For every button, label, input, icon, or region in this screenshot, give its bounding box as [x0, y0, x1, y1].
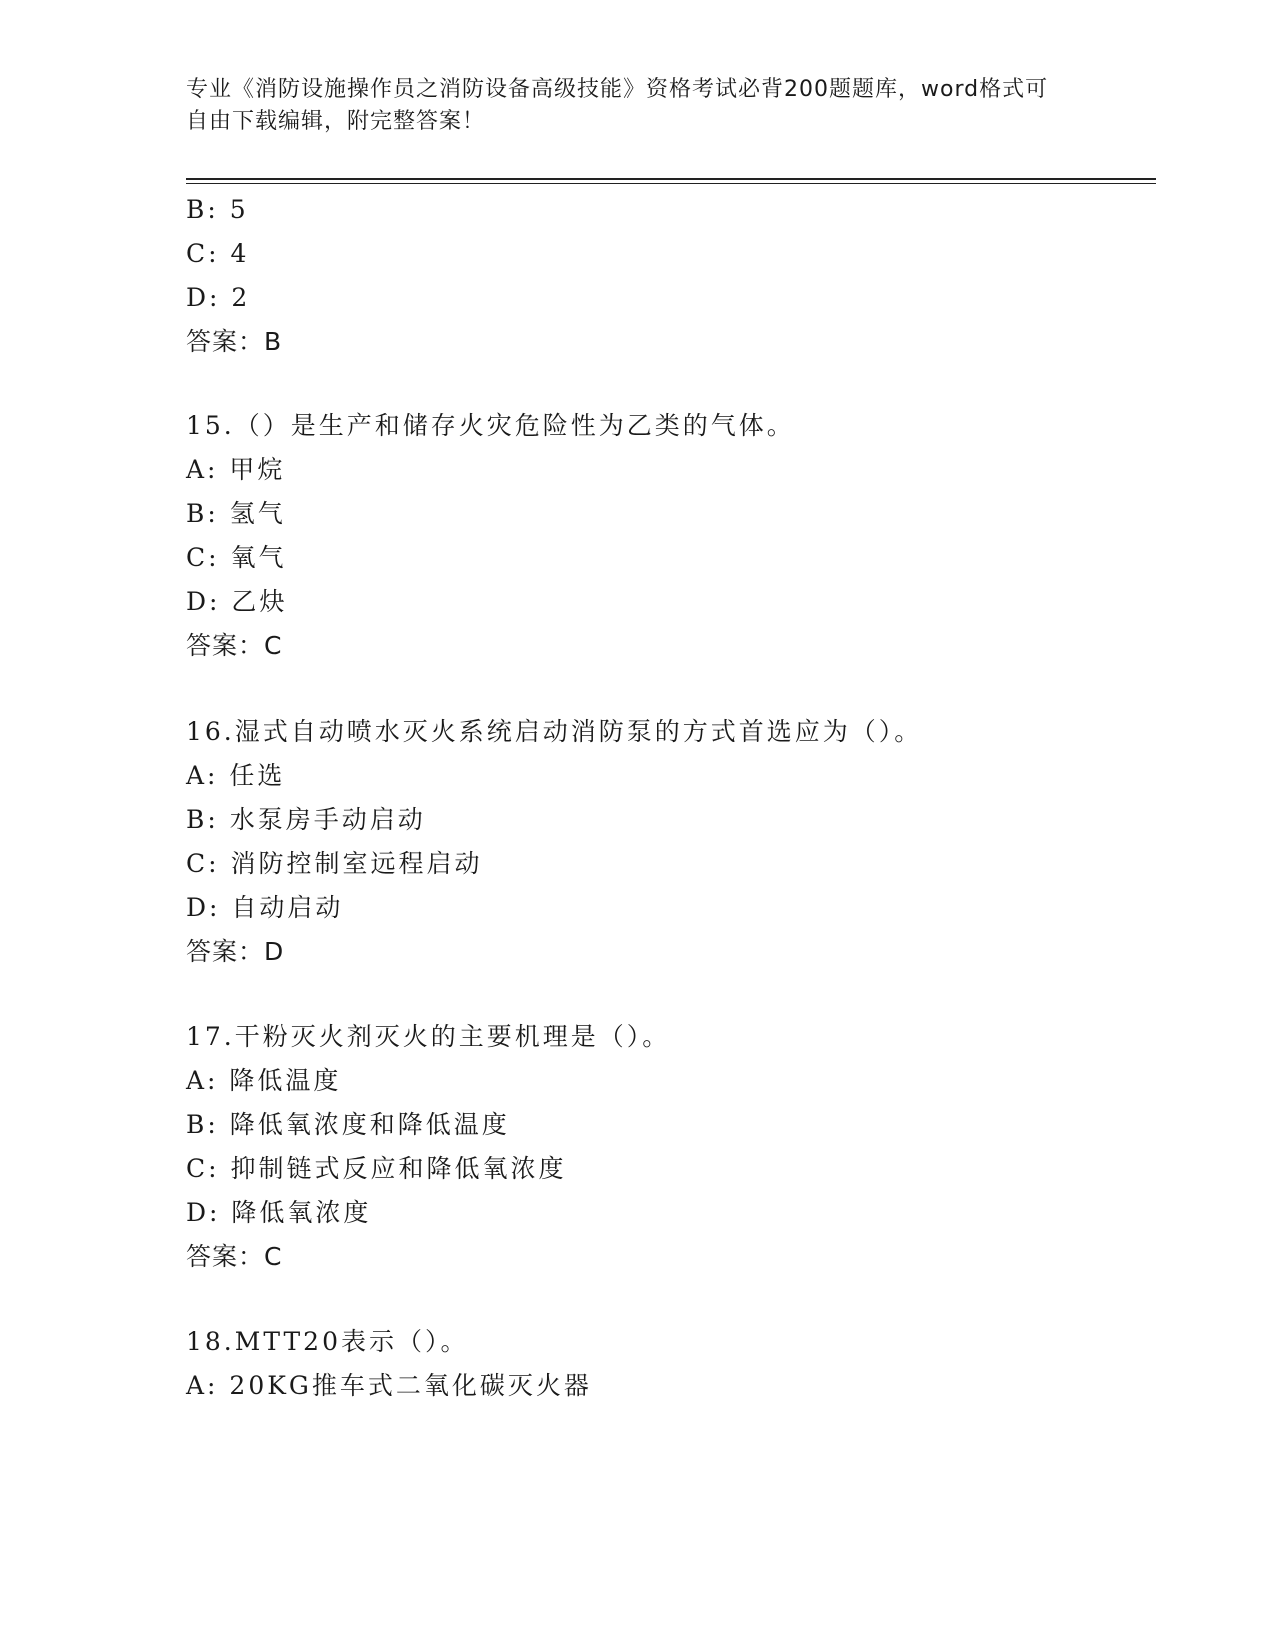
- header-divider-thin: [186, 183, 1156, 184]
- option-c: C: 4: [186, 239, 250, 268]
- option-d: D: 2: [186, 283, 251, 312]
- question-stem: 17.干粉灭火剂灭火的主要机理是（）。: [186, 1022, 671, 1051]
- answer-line: 答案：C: [186, 1242, 283, 1271]
- option-a: A: 甲烷: [186, 455, 286, 484]
- option-a: A: 任选: [186, 761, 286, 790]
- option-b: B: 水泵房手动启动: [186, 805, 426, 834]
- answer-line: 答案：C: [186, 631, 283, 660]
- option-a: A: 20KG推车式二氧化碳灭火器: [186, 1371, 592, 1400]
- option-b: B: 降低氧浓度和降低温度: [186, 1110, 510, 1139]
- option-d: D: 自动启动: [186, 893, 344, 922]
- answer-line: 答案：B: [186, 327, 283, 356]
- question-stem: 15.（）是生产和储存火灾危险性为乙类的气体。: [186, 411, 795, 440]
- option-b: B: 氢气: [186, 499, 286, 528]
- option-c: C: 消防控制室远程启动: [186, 849, 483, 878]
- option-c: C: 氧气: [186, 543, 287, 572]
- document-header: 专业《消防设施操作员之消防设备高级技能》资格考试必背200题题库，word格式可自由下载编辑，附完整答案！: [186, 77, 1049, 134]
- question-stem: 18.MTT20表示（）。: [186, 1327, 469, 1356]
- option-a: A: 降低温度: [186, 1066, 342, 1095]
- option-d: D: 乙炔: [186, 587, 288, 616]
- answer-line: 答案：D: [186, 937, 285, 966]
- question-stem: 16.湿式自动喷水灭火系统启动消防泵的方式首选应为（）。: [186, 717, 923, 746]
- header-divider-thick: [186, 178, 1156, 180]
- option-c: C: 抑制链式反应和降低氧浓度: [186, 1154, 567, 1183]
- option-d: D: 降低氧浓度: [186, 1198, 372, 1227]
- option-b: B: 5: [186, 195, 249, 224]
